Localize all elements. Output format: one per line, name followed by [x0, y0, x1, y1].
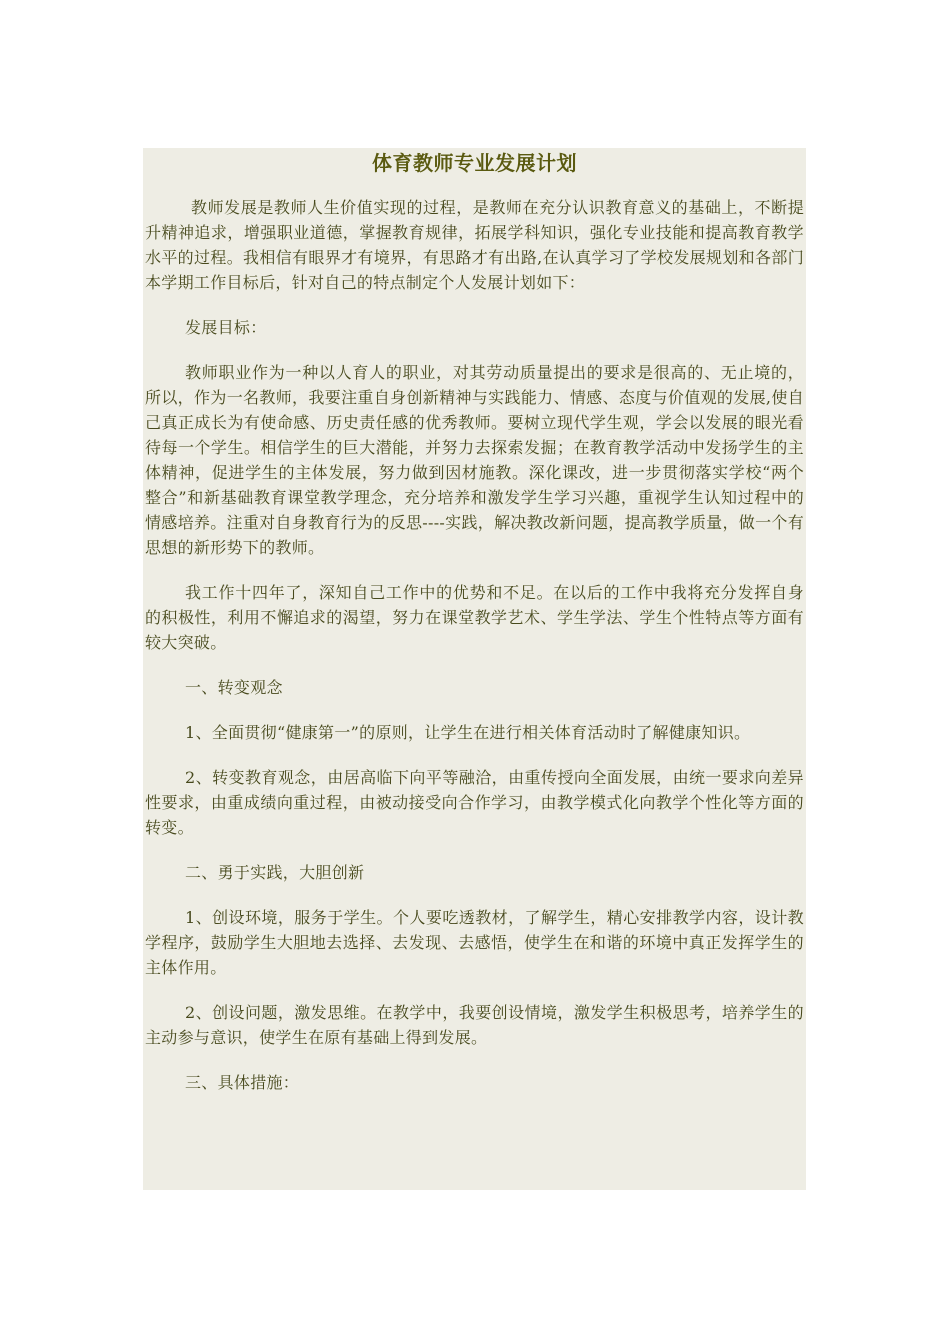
section-heading-goals: 发展目标： — [185, 318, 267, 337]
document-block — [143, 148, 806, 1190]
list-item-2-1: 1、创设环境，服务于学生。个人要吃透教材，了解学生，精心安排教学内容，设计教学程序，鼓励学生大胆地去选择、去发现、去感悟，使学生在和谐的环境中真正发挥学生的主体作用。 — [145, 908, 804, 977]
list-item-1-2: 2、转变教育观念，由居高临下向平等融洽，由重传授向全面发展，由统一要求向差异性要求，由重成绩向重过程，由被动接受向合作学习，由教学模式化向教学个性化等方面的转变。 — [145, 768, 804, 837]
list-item-2-2: 2、创设问题，激发思维。在教学中，我要创设情境，激发学生积极思考，培养学生的主动参与意识，使学生在原有基础上得到发展。 — [145, 1003, 804, 1047]
section-heading-2: 二、勇于实践，大胆创新 — [185, 863, 365, 882]
section-heading-3: 三、具体措施： — [185, 1073, 300, 1092]
experience-paragraph: 我工作十四年了，深知自己工作中的优势和不足。在以后的工作中我将充分发挥自身的积极性，利用不懈追求的渴望，努力在课堂教学艺术、学生学法、学生个性特点等方面有较大突破。 — [145, 583, 804, 652]
list-item-1-1: 1、全面贯彻“健康第一”的原则，让学生在进行相关体育活动时了解健康知识。 — [185, 723, 751, 742]
intro-paragraph: 教师发展是教师人生价值实现的过程，是教师在充分认识教育意义的基础上，不断提升精神追求，增强职业道德，掌握教育规律，拓展学科知识，强化专业技能和提高教育教学水平的过程。我相信有眼界才有境界，有思路才有出路,在认真学习了学校发展规划和各部门本学期工作目标后，针对自己的特点制定个人发展计划如下： — [145, 198, 804, 292]
section-heading-1: 一、转变观念 — [185, 678, 283, 697]
goals-paragraph: 教师职业作为一种以人育人的职业，对其劳动质量提出的要求是很高的、无止境的，所以，作为一名教师，我要注重自身创新精神与实践能力、情感、态度与价值观的发展,使自己真正成长为有使命感、历史责任感的优秀教师。要树立现代学生观，学会以发展的眼光看待每一个学生。相信学生的巨大潜能，并努力去探索发掘；在教育教学活动中发扬学生的主体精神，促进学生的主体发展，努力做到因材施教。深化课改，进一步贯彻落实学校“两个整合”和新基础教育课堂教学理念，充分培养和激发学生学习兴趣，重视学生认知过程中的情感培养。注重对自身教育行为的反思----实践，解决教改新问题，提高教学质量，做一个有思想的新形势下的教师。 — [145, 363, 804, 557]
document-title: 体育教师专业发展计划 — [372, 151, 577, 175]
